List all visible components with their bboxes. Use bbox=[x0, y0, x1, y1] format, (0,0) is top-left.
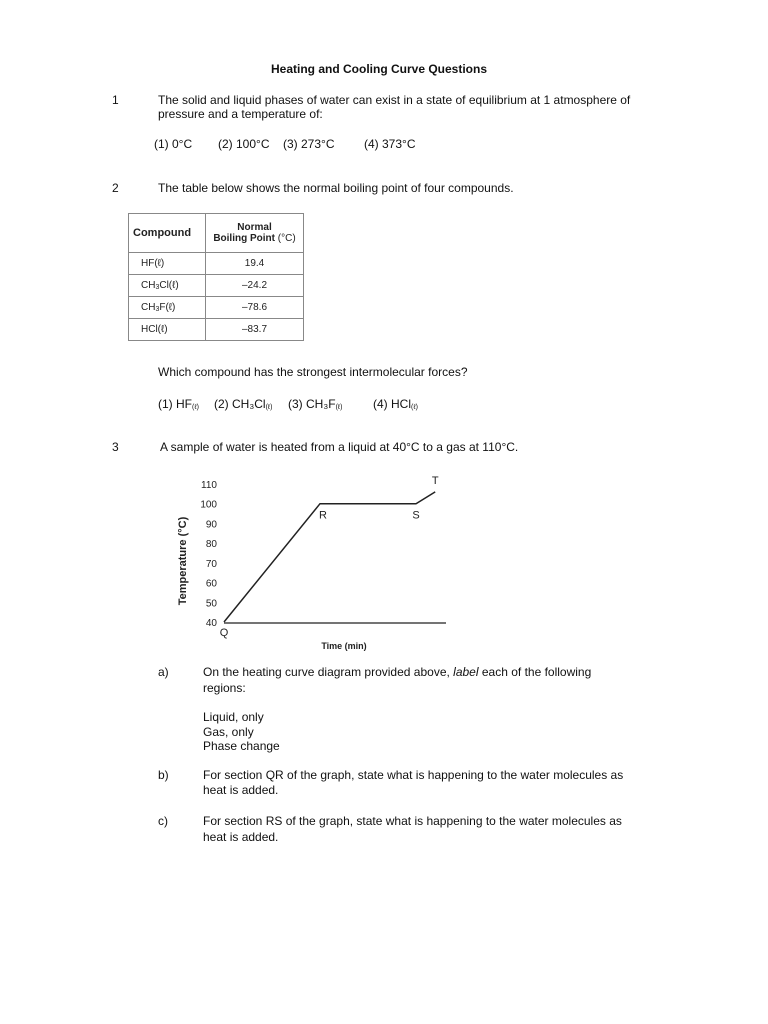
question-2-number: 2 bbox=[112, 181, 119, 195]
question-3-number: 3 bbox=[112, 440, 119, 454]
part-b-line2: heat is added. bbox=[203, 783, 279, 797]
part-c-line2: heat is added. bbox=[203, 830, 279, 844]
y-tick-label: 50 bbox=[205, 598, 217, 610]
part-a-item-phase-change: Phase change bbox=[203, 739, 280, 753]
question-1-text-line2: pressure and a temperature of: bbox=[158, 107, 323, 121]
point-label-q: Q bbox=[219, 627, 229, 639]
page-title: Heating and Cooling Curve Questions bbox=[271, 62, 488, 76]
y-tick-label: 80 bbox=[205, 539, 217, 551]
table-cell-compound: CH3F(ℓ) bbox=[129, 297, 206, 319]
y-tick-label: 90 bbox=[205, 519, 217, 531]
table-cell-bp: –24.2 bbox=[206, 275, 304, 297]
part-a-letter: a) bbox=[158, 665, 169, 679]
question-1-number: 1 bbox=[112, 93, 119, 107]
table-cell-bp: 19.4 bbox=[206, 253, 304, 275]
y-tick-label: 70 bbox=[205, 558, 217, 570]
y-tick-label: 110 bbox=[201, 480, 217, 491]
y-tick-label: 100 bbox=[200, 499, 217, 511]
question-2-choice-1: (1) HF(ℓ) bbox=[158, 397, 199, 411]
question-2-prompt: Which compound has the strongest intermolecular forces? bbox=[158, 365, 468, 379]
part-a-line1: On the heating curve diagram provided above, label each of the following bbox=[203, 665, 592, 679]
point-label-t: T bbox=[431, 474, 439, 487]
question-2-choice-4: (4) HCl(ℓ) bbox=[373, 397, 418, 411]
point-label-s: S bbox=[412, 509, 420, 522]
question-1-choice-1: (1) 0°C bbox=[154, 137, 193, 151]
question-1-choice-4: (4) 373°C bbox=[364, 137, 416, 151]
part-b-line1: For section QR of the graph, state what is happening to the water molecules as bbox=[203, 768, 624, 782]
point-label-r: R bbox=[319, 509, 327, 522]
table-cell-bp: –83.7 bbox=[206, 319, 304, 341]
part-a-item-gas: Gas, only bbox=[203, 725, 254, 739]
question-3-text: A sample of water is heated from a liquid at 40°C to a gas at 110°C. bbox=[160, 440, 519, 454]
table-row bbox=[129, 297, 304, 319]
question-1-text-line1: The solid and liquid phases of water can exist in a state of equilibrium at 1 atmosphere of bbox=[158, 93, 631, 107]
question-2-text: The table below shows the normal boiling point of four compounds. bbox=[158, 181, 514, 195]
heating-curve-chart bbox=[160, 460, 460, 660]
y-axis-label: Temperature (°C) bbox=[177, 516, 189, 606]
table-cell-compound: HF(ℓ) bbox=[129, 253, 206, 275]
table-header-boiling-point bbox=[206, 214, 304, 253]
table-header-bp-unit: (°C) bbox=[277, 233, 296, 244]
question-2-choice-2: (2) CH₃Cl(ℓ) bbox=[214, 397, 273, 411]
y-tick-label: 40 bbox=[205, 618, 217, 629]
table-cell-compound: HCl(ℓ) bbox=[129, 319, 206, 341]
table-row bbox=[129, 319, 304, 341]
question-1-choice-2: (2) 100°C bbox=[218, 137, 270, 151]
question-1-choice-3: (3) 273°C bbox=[283, 137, 335, 151]
table-header-bp-line1: Normal bbox=[237, 222, 272, 233]
x-axis-label: Time (min) bbox=[321, 641, 367, 651]
y-tick-label: 60 bbox=[205, 578, 217, 590]
table-cell-compound: CH3Cl(ℓ) bbox=[129, 275, 206, 297]
part-c-line1: For section RS of the graph, state what is happening to the water molecules as bbox=[203, 814, 622, 828]
part-a-item-liquid: Liquid, only bbox=[203, 710, 264, 724]
part-c-letter: c) bbox=[158, 814, 168, 828]
question-2-choice-3: (3) CH₃F(ℓ) bbox=[288, 397, 343, 411]
table-row bbox=[129, 253, 304, 275]
table-header-bp-line2: Boiling Point bbox=[213, 233, 275, 244]
boiling-point-table bbox=[128, 213, 304, 341]
table-header-compound: Compound bbox=[129, 214, 206, 253]
table-cell-bp: –78.6 bbox=[206, 297, 304, 319]
table-row bbox=[129, 275, 304, 297]
part-a-line2: regions: bbox=[203, 681, 246, 695]
heating-curve-line bbox=[224, 492, 435, 622]
part-b-letter: b) bbox=[158, 768, 169, 782]
